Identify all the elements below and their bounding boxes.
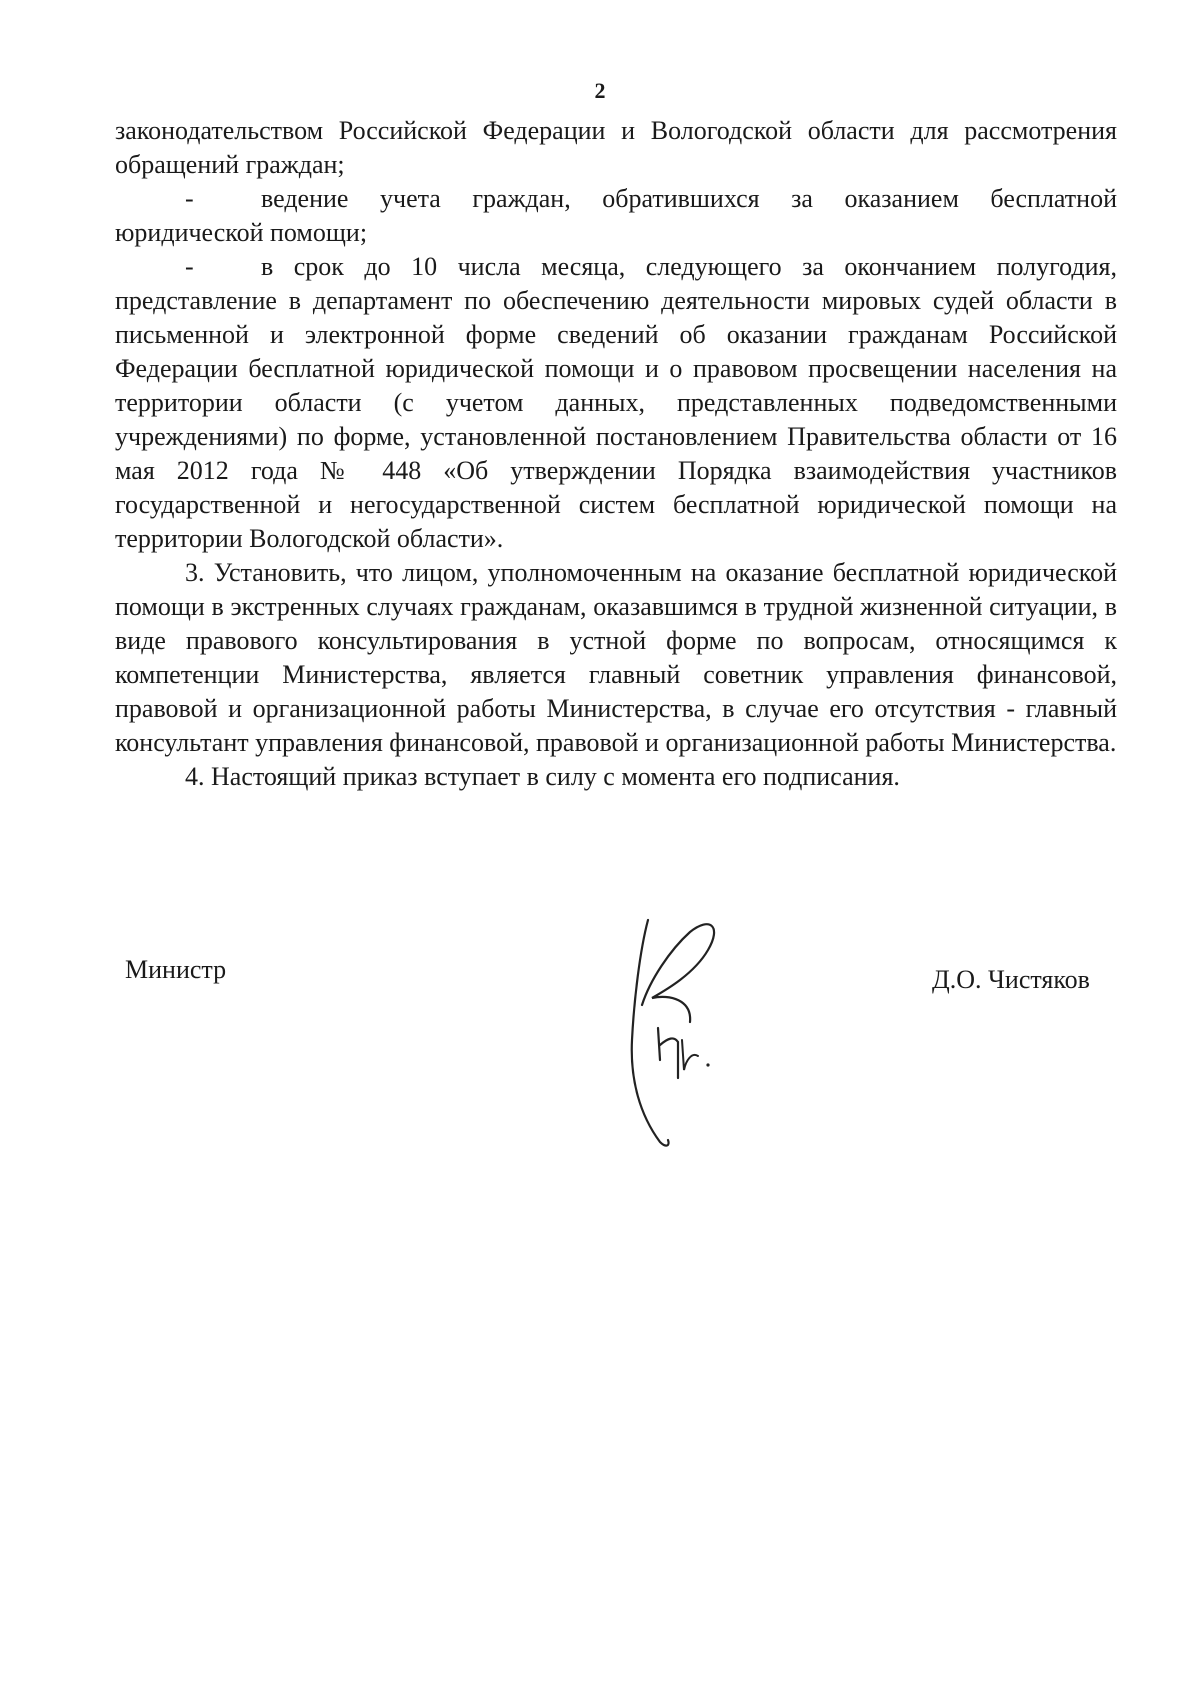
paragraph-item-3: 3. Установить, что лицом, уполномоченным на оказание бесплатной юридической помощи в экстренных случаях гражданам, оказавшимся в трудной жизненной ситуации, в виде правового консультирования в устной форме по вопросам, относящимся к компетенции Министерства, является главный советник управления финансовой, правовой и организационной работы Министерства, в случае его отсутствия - главный консультант управления финансовой, правовой и организационной работы Министерства. (115, 558, 1117, 757)
signatory-name: Д.О. Чистяков (932, 965, 1090, 994)
list-item-text: ведение учета граждан, обратившихся за оказанием бесплатной юридической помощи; (115, 184, 1117, 247)
list-item (115, 182, 1117, 250)
list-dash: - (185, 184, 194, 213)
list-item-text: в срок до 10 числа месяца, следующего за окончанием полугодия, представление в департамент по обеспечению деятельности мировых судей области в письменной и электронной форме сведений об оказании гражданам Российской Федерации бесплатной юридической помощи и о правовом просвещении населения на территории области (с учетом данных, представленных подведомственными учреждениями) по форме, установленной постановлением Правительства области от 16 мая 2012 года № 448 «Об утверждении Порядка взаимодействия участников государственной и негосударственной систем бесплатной юридической помощи на территории Вологодской области». (115, 252, 1117, 553)
page-number: 2 (594, 78, 606, 103)
list-dash: - (185, 252, 194, 281)
paragraph-item-4: 4. Настоящий приказ вступает в силу с момента его подписания. (185, 762, 900, 791)
handwritten-signature (630, 910, 790, 1150)
signatory-title: Министр (125, 955, 227, 984)
document-body (115, 114, 1117, 794)
list-item (115, 250, 1117, 556)
paragraph-continuation: законодательством Российской Федерации и Вологодской области для рассмотрения обращений граждан; (115, 116, 1117, 179)
